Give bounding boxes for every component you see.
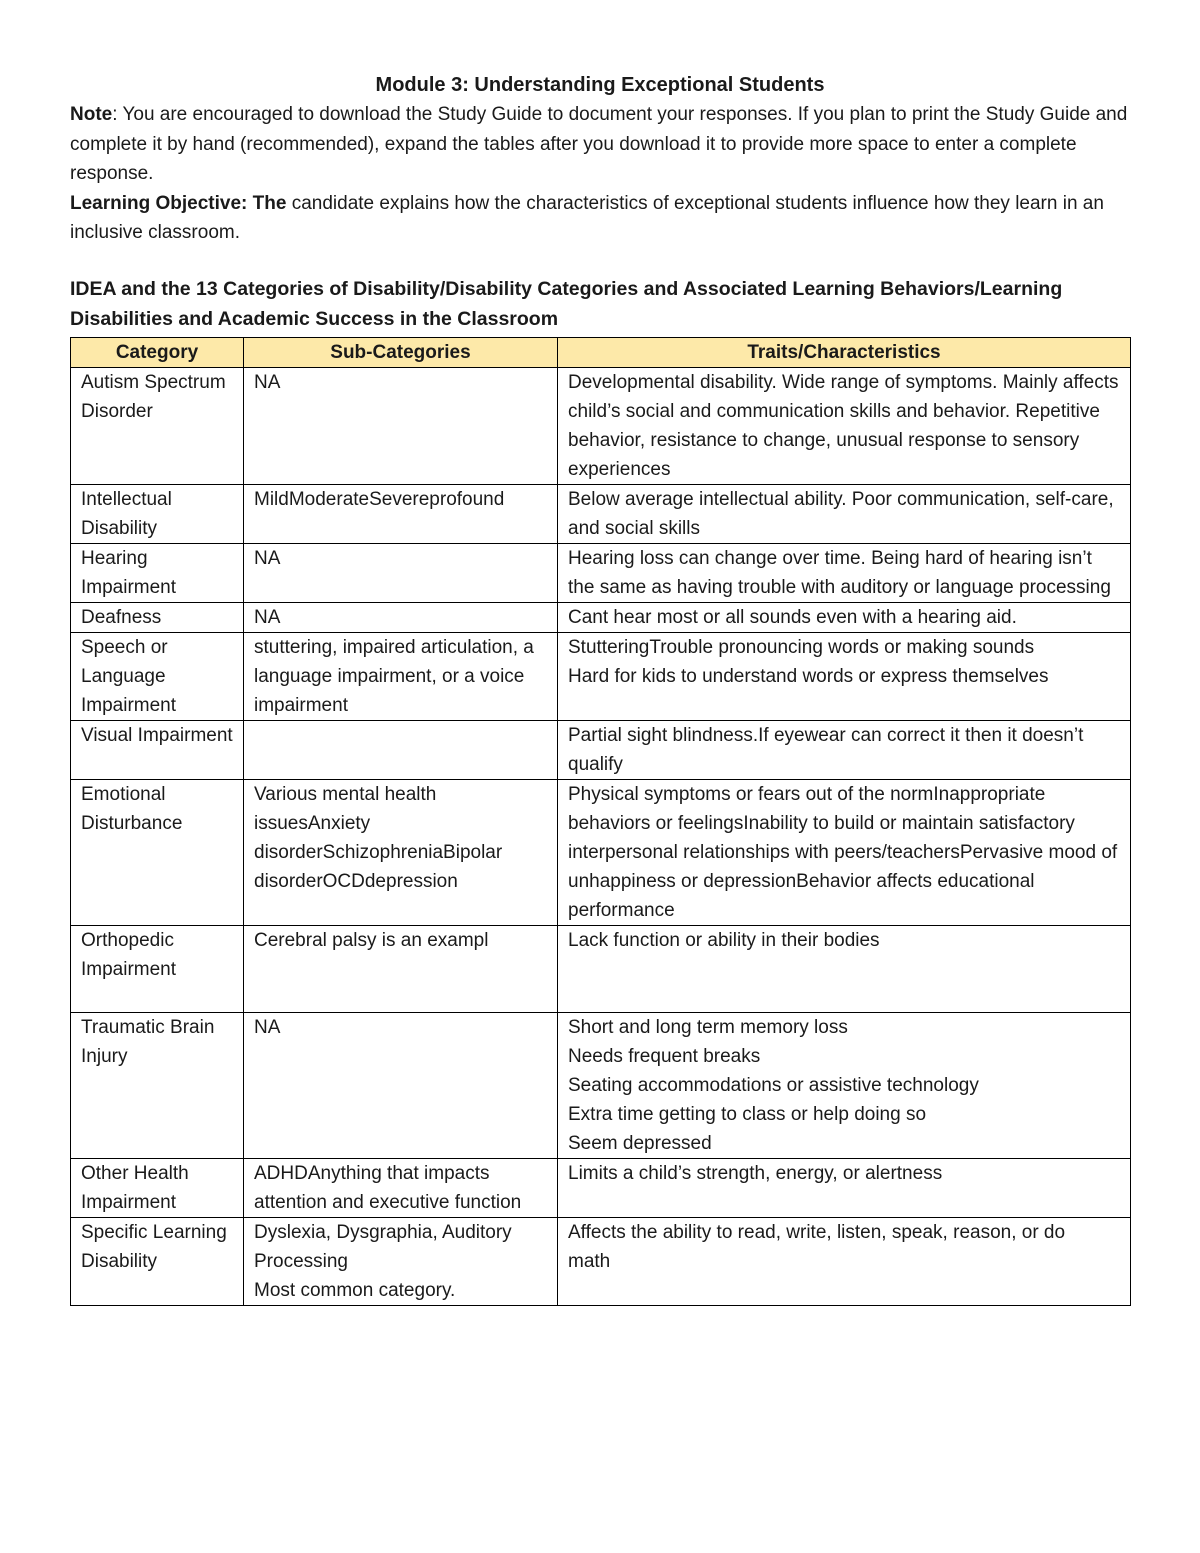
header-category: Category <box>71 337 244 367</box>
category-cell: Emotional Disturbance <box>71 779 244 925</box>
traits-cell <box>558 632 1131 720</box>
table-row <box>71 779 1131 925</box>
sub-categories-line: Dyslexia, Dysgraphia, Auditory Processing <box>254 1221 512 1272</box>
category-cell: Intellectual Disability <box>71 484 244 543</box>
traits-line: Short and long term memory loss <box>568 1016 848 1038</box>
traits-cell: Partial sight blindness.If eyewear can correct it then it doesn’t qualify <box>558 720 1131 779</box>
traits-line: Needs frequent breaks <box>568 1045 761 1067</box>
sub-categories-cell: Various mental health issuesAnxiety disorderSchizophreniaBipolar disorderOCDdepression <box>244 779 558 925</box>
category-cell: Other Health Impairment <box>71 1158 244 1217</box>
sub-categories-line: Most common category. <box>254 1279 456 1301</box>
traits-cell <box>558 1217 1131 1305</box>
table-row <box>71 543 1131 602</box>
table-row <box>71 1217 1131 1305</box>
sub-categories-cell: NA <box>244 1012 558 1158</box>
section-heading: IDEA and the 13 Categories of Disability/Disability Categories and Associated Learning Behaviors/Learning Disabilities and Academic Success in the Classroom <box>70 277 1063 330</box>
sub-categories-cell: NA <box>244 602 558 632</box>
category-cell: Orthopedic Impairment <box>71 925 244 1012</box>
header-traits: Traits/Characteristics <box>558 337 1131 367</box>
traits-line: math <box>568 1250 611 1272</box>
table-row <box>71 484 1131 543</box>
table-row <box>71 602 1131 632</box>
header-sub-categories: Sub-Categories <box>244 337 558 367</box>
traits-line: Hard for kids to understand words or express themselves <box>568 665 1049 687</box>
sub-categories-cell <box>244 720 558 779</box>
page-title: Module 3: Understanding Exceptional Students <box>375 74 825 96</box>
traits-cell <box>558 1012 1131 1158</box>
sub-categories-cell: NA <box>244 367 558 484</box>
sub-categories-cell: stuttering, impaired articulation, a language impairment, or a voice impairment <box>244 632 558 720</box>
category-cell: Hearing Impairment <box>71 543 244 602</box>
sub-categories-cell: ADHDAnything that impacts attention and executive function <box>244 1158 558 1217</box>
category-cell: Deafness <box>71 602 244 632</box>
traits-line: Affects the ability to read, write, listen, speak, reason, or do <box>568 1221 1066 1243</box>
category-cell: Visual Impairment <box>71 720 244 779</box>
traits-line: StutteringTrouble pronouncing words or making sounds <box>568 636 1035 658</box>
traits-line: Extra time getting to class or help doing so <box>568 1103 927 1125</box>
table-row <box>71 632 1131 720</box>
note-label: Note <box>70 104 113 125</box>
traits-cell: Below average intellectual ability. Poor communication, self-care, and social skills <box>558 484 1131 543</box>
learning-objective-paragraph <box>70 189 1130 248</box>
traits-line: Seem depressed <box>568 1132 712 1154</box>
traits-cell: Hearing loss can change over time. Being hard of hearing isn’t the same as having trouble with auditory or language processing <box>558 543 1131 602</box>
objective-label: Learning Objective: The <box>70 192 287 214</box>
traits-cell: Lack function or ability in their bodies <box>558 925 1131 1012</box>
traits-cell: Physical symptoms or fears out of the normInappropriate behaviors or feelingsInability to build or maintain satisfactory interpersonal relationships with peers/teachersPervasive mood of unhappiness or depressionBehavior affects educational performance <box>558 779 1131 925</box>
traits-cell: Limits a child’s strength, energy, or alertness <box>558 1158 1131 1217</box>
category-cell: Speech or Language Impairment <box>71 632 244 720</box>
table-row <box>71 925 1131 1012</box>
table-header-row <box>71 337 1131 367</box>
category-cell: Traumatic Brain Injury <box>71 1012 244 1158</box>
traits-line: Seating accommodations or assistive technology <box>568 1074 979 1096</box>
disability-categories-table <box>70 337 1131 1306</box>
table-row <box>71 1012 1131 1158</box>
document-page <box>70 70 1130 1306</box>
note-text: : You are encouraged to download the Study Guide to document your responses. If you plan to print the Study Guide and complete it by hand (recommended), expand the tables after you download it to provide more space to enter a complete response. <box>70 104 1128 184</box>
note-paragraph <box>70 100 1130 189</box>
sub-categories-cell: NA <box>244 543 558 602</box>
category-cell: Autism Spectrum Disorder <box>71 367 244 484</box>
traits-cell: Cant hear most or all sounds even with a hearing aid. <box>558 602 1131 632</box>
table-row <box>71 720 1131 779</box>
table-row <box>71 1158 1131 1217</box>
category-cell: Specific Learning Disability <box>71 1217 244 1305</box>
traits-cell: Developmental disability. Wide range of symptoms. Mainly affects child’s social and communication skills and behavior. Repetitive behavior, resistance to change, unusual response to sensory experiences <box>558 367 1131 484</box>
objective-text: candidate explains how the characteristics of exceptional students influence how they learn in an inclusive classroom. <box>70 192 1104 243</box>
sub-categories-cell: Cerebral palsy is an exampl <box>244 925 558 1012</box>
sub-categories-cell <box>244 1217 558 1305</box>
table-row <box>71 367 1131 484</box>
sub-categories-cell: MildModerateSevereprofound <box>244 484 558 543</box>
